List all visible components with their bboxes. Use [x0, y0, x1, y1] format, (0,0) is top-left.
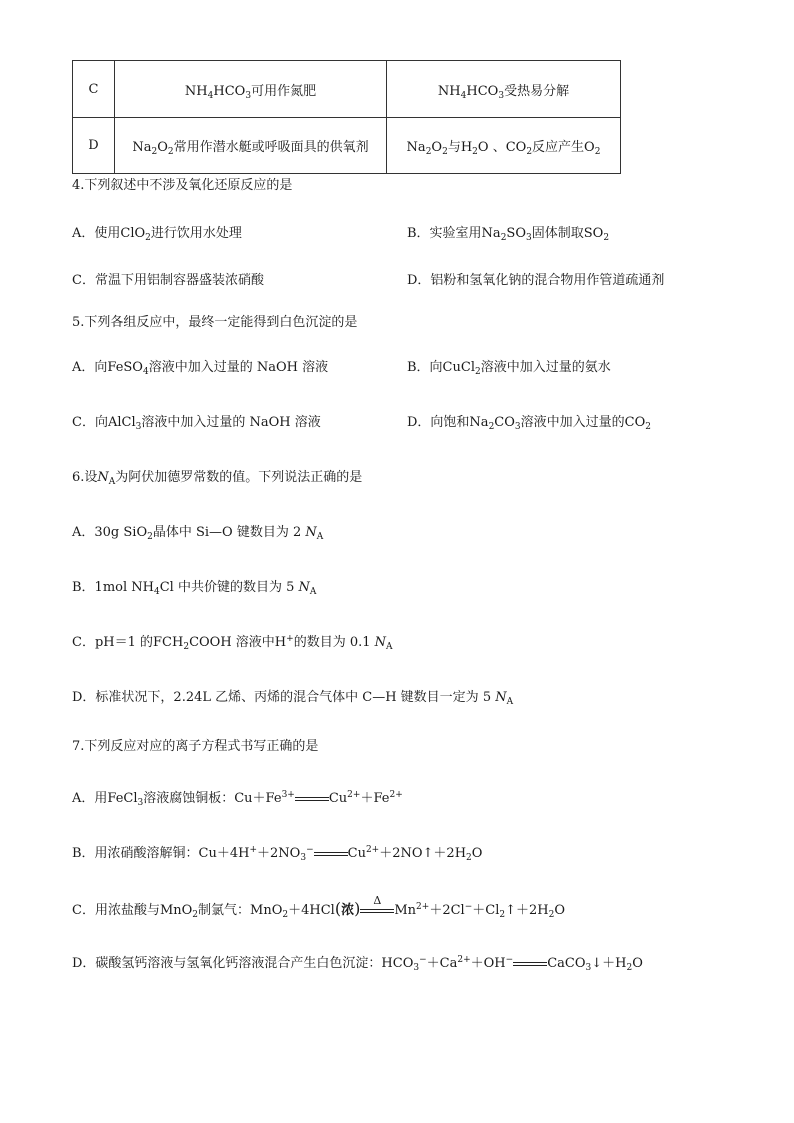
text: − — [306, 845, 314, 855]
text: 的数目为 0.1 — [293, 635, 371, 650]
text: SO — [506, 226, 526, 241]
text: 2 — [466, 853, 472, 863]
reason-cell — [387, 118, 621, 174]
text: CaCO — [547, 956, 586, 971]
text: A — [506, 697, 514, 707]
text: 2 — [626, 963, 633, 973]
text: ＋OH — [470, 956, 506, 971]
text: D．碳酸氢钙溶液与氢氧化钙溶液混合产生白色沉淀：HCO — [72, 956, 414, 971]
text: COOH 溶液中H — [189, 635, 287, 650]
question-6-option-d — [72, 689, 513, 707]
heating-equals-sign — [360, 893, 394, 916]
text: Cu — [347, 846, 366, 861]
text: 进行饮用水处理 — [150, 226, 242, 241]
text: 常用作潜水艇或呼吸面具的供氧剂 — [173, 140, 369, 155]
text: 2 — [282, 910, 289, 920]
text: ) — [354, 899, 361, 918]
text: D．向饱和Na — [407, 415, 489, 430]
text: 溶液中加入过量的 NaOH 溶液 — [148, 360, 329, 375]
text: N — [298, 580, 310, 595]
equals-sign — [295, 794, 329, 804]
text: 3 — [585, 963, 592, 973]
text: 2 — [147, 532, 153, 542]
text: 3+ — [281, 790, 295, 800]
text: 2 — [167, 147, 174, 157]
question-6-stem — [72, 469, 362, 487]
text: + — [286, 634, 294, 644]
text: 2+ — [416, 902, 430, 912]
text: N — [495, 690, 507, 705]
question-5-stem: 5.下列各组反应中，最终一定能得到白色沉淀的是 — [72, 315, 358, 330]
text: Cu — [328, 791, 348, 806]
text: 4 — [207, 90, 214, 101]
text: 2+ — [457, 955, 471, 965]
text: 溶液中加入过量的 NaOH 溶液 — [141, 415, 321, 430]
text: 2+ — [365, 845, 380, 855]
question-5-option-c — [72, 414, 321, 432]
question-5-option-a — [72, 359, 328, 377]
text: 3 — [245, 90, 252, 101]
text: N — [374, 635, 387, 650]
text: 3 — [137, 798, 144, 808]
question-6-option-c — [72, 634, 393, 652]
statement-cell — [115, 61, 387, 118]
heat-symbol: Δ — [373, 893, 382, 907]
text: 2 — [192, 910, 199, 920]
text: B．用浓硝酸溶解铜：Cu＋4H — [72, 846, 250, 861]
text: B．向CuCl — [407, 360, 475, 375]
question-4-option-d: D．铝粉和氢氧化钠的混合物用作管道疏通剂 — [407, 273, 665, 288]
text: 2 — [474, 367, 481, 377]
text: 6.设 — [72, 470, 98, 485]
text: O — [431, 140, 443, 155]
question-5-option-d — [407, 414, 651, 432]
text: 2 — [425, 147, 432, 157]
text: 3 — [526, 233, 532, 243]
question-7-option-d — [72, 955, 643, 973]
question-7-option-b — [72, 845, 482, 863]
text: ＋2Cl — [429, 903, 465, 918]
text: O 、CO — [477, 140, 527, 155]
text: 3 — [413, 963, 420, 973]
table-row — [73, 118, 621, 174]
question-7-option-a — [72, 790, 403, 808]
equals-sign — [513, 959, 547, 969]
text: − — [464, 902, 473, 912]
text: 2 — [151, 147, 158, 157]
text: 晶体中 Si—O 键数目为 2 — [152, 525, 302, 540]
text: 4 — [460, 90, 467, 101]
text: 为阿伏加德罗常数的值。下列说法正确的是 — [115, 470, 363, 485]
text: 2 — [442, 147, 448, 157]
reason-cell — [387, 61, 621, 118]
text: 反应产生O — [532, 140, 595, 155]
text: Mn — [394, 903, 417, 918]
text: HCO — [213, 83, 246, 99]
text: C．用浓盐酸与MnO — [72, 903, 193, 918]
text: A．使用ClO — [72, 226, 146, 241]
question-7-stem: 7.下列反应对应的离子方程式书写正确的是 — [72, 739, 319, 754]
text: ( — [334, 899, 342, 918]
text: C．pH＝1 的FCH — [72, 635, 184, 650]
text: 受热易分解 — [504, 83, 570, 99]
text: A．30g SiO — [72, 525, 148, 540]
text: − — [505, 955, 514, 965]
question-6-option-a — [72, 524, 323, 542]
question-4-option-c: C．常温下用铝制容器盛装浓硝酸 — [72, 273, 264, 288]
row-label: C — [73, 61, 115, 118]
text: O — [632, 956, 643, 971]
text: 3 — [514, 422, 521, 432]
text: C．向AlCl — [72, 415, 136, 430]
equals-sign — [314, 849, 348, 859]
text: 2 — [645, 422, 651, 432]
text: ↑＋2H — [505, 903, 549, 918]
text: 与H — [447, 140, 473, 155]
text: 4 — [153, 587, 160, 597]
text: N — [305, 525, 317, 540]
text: A — [309, 587, 317, 597]
text: 溶液腐蚀铜板：Cu＋Fe — [143, 791, 282, 806]
text: ↓＋H — [591, 956, 627, 971]
text: A — [316, 532, 324, 542]
text: O — [554, 903, 566, 918]
text: 2 — [500, 233, 507, 243]
text: 制氯气：MnO — [198, 903, 283, 918]
text: 2+ — [347, 790, 361, 800]
text: A — [108, 477, 116, 487]
statement-cell — [115, 118, 387, 174]
text: ＋Fe — [360, 791, 390, 806]
text: 3 — [300, 853, 307, 863]
question-4-option-a — [72, 225, 242, 243]
row-label: D — [73, 118, 115, 174]
text: 2 — [594, 147, 601, 157]
text: NH — [184, 83, 208, 99]
text: 2 — [145, 233, 151, 243]
text: 2 — [499, 910, 506, 920]
question-4-stem: 4.下列叙述中不涉及氧化还原反应的是 — [72, 178, 293, 193]
question-5-option-b — [407, 359, 611, 377]
answer-table — [72, 60, 621, 174]
text: 2 — [488, 422, 495, 432]
text: 2+ — [389, 790, 403, 800]
text: ＋4HCl — [288, 903, 335, 918]
text: 2 — [548, 910, 555, 920]
text: 溶液中加入过量的CO — [520, 415, 646, 430]
text: O — [471, 846, 483, 861]
text: B．实验室用Na — [407, 226, 501, 241]
text: 3 — [498, 90, 505, 101]
text: HCO — [466, 83, 499, 99]
text: Na — [132, 140, 152, 155]
text: Cl 中共价键的数目为 5 — [159, 580, 295, 595]
text: Na — [406, 140, 426, 155]
text: D．标准状况下，2.24L 乙烯、丙烯的混合气体中 C—H 键数目一定为 5 — [72, 690, 492, 705]
text: A．用FeCl — [72, 791, 138, 806]
text: 溶液中加入过量的氨水 — [480, 360, 611, 375]
question-6-option-b — [72, 579, 316, 597]
text: N — [97, 470, 109, 485]
text: 2 — [183, 642, 190, 652]
text: − — [419, 955, 427, 965]
text: 3 — [135, 422, 142, 432]
text: ＋2NO↑＋2H — [379, 846, 467, 861]
text: 2 — [472, 147, 478, 157]
question-7-option-c — [72, 893, 566, 920]
text: 2 — [526, 147, 533, 157]
text: A — [386, 642, 393, 652]
text: ＋Cl — [472, 903, 500, 918]
text: 可用作氮肥 — [251, 83, 317, 99]
text: 4 — [142, 367, 149, 377]
text: ＋Ca — [426, 956, 458, 971]
text: + — [249, 845, 258, 855]
text: CO — [494, 415, 515, 430]
text: 2 — [603, 233, 610, 243]
text: A．向FeSO — [72, 360, 143, 375]
question-4-option-b — [407, 225, 609, 243]
text: 浓 — [341, 903, 355, 918]
text: ＋2NO — [257, 846, 301, 861]
text: NH — [437, 83, 461, 99]
text: O — [157, 140, 168, 155]
table-row — [73, 61, 621, 118]
text: B．1mol NH — [72, 580, 154, 595]
text: 固体制取SO — [531, 226, 604, 241]
